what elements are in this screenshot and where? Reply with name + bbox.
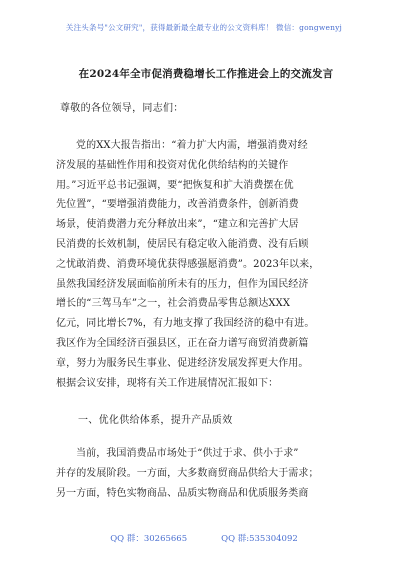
paragraph-line: 场景，使消费潜力充分释放出来”，“建立和完善扩大居 <box>56 219 299 231</box>
paragraph-line: 党的XX大报告指出：“着力扩大内需，增强消费对经 <box>76 140 308 151</box>
paragraph-line: 先位置”，“要增强消费能力，改善消费条件，创新消费 <box>56 199 299 211</box>
paragraph-line: 当前，我国消费品市场处于“供过于求、供小于求” <box>76 448 299 460</box>
salutation: 尊敬的各位领导，同志们： <box>60 103 184 114</box>
paragraph-line: 另一方面，特色实物商品、品质实物商品和优质服务类商 <box>56 487 309 499</box>
section-heading: 一、优化供给体系，提升产品质效 <box>78 415 233 427</box>
paragraph-line: 之忧敢消费、消费环境优获得感强愿消费”。2023年以来， <box>56 258 320 270</box>
footer-qq-group-1: QQ 群：30265665 <box>110 534 188 544</box>
document-title: 在2024年全市促消费稳增长工作推进会上的交流发言 <box>78 68 334 80</box>
paragraph-line: 增长的“三驾马车”之一，社会消费品零售总额达XXX <box>56 298 291 310</box>
paragraph-line: 济发展的基础性作用和投资对优化供给结构的关键作 <box>56 159 289 171</box>
paragraph-line: 虽然我国经济发展面临前所未有的压力，但作为国民经济 <box>56 278 309 290</box>
paragraph-line: 根据会议安排，现将有关工作进展情况汇报如下： <box>56 377 279 389</box>
paragraph-1 <box>56 136 356 393</box>
footer-contact <box>0 532 408 544</box>
paragraph-line: 我区作为全国经济百强县区，正在奋力谱写商贸消费新篇 <box>56 337 309 349</box>
document-body <box>56 66 356 504</box>
paragraph-line: 并存的发展阶段。一方面，大多数商贸商品供给大于需求； <box>56 468 319 480</box>
paragraph-line: 民消费的长效机制，使居民有稳定收入能消费、没有后顾 <box>56 238 309 250</box>
paragraph-line: 亿元，同比增长7%，有力地支撑了我国经济的稳中有进。 <box>56 318 315 330</box>
paragraph-line: 用。”习近平总书记强调，要“把恢复和扩大消费摆在优 <box>56 179 294 191</box>
paragraph-2 <box>56 444 356 503</box>
footer-qq-group-2: QQ 群:535304092 <box>221 534 298 544</box>
header-promo-note: 关注头条号"公文研究"，获得最新最全最专业的公文资料库！ 微信：gongwenyj <box>65 23 343 32</box>
paragraph-line: 章，努力为服务民生事业、促进经济发展发挥更大作用。 <box>56 357 309 369</box>
